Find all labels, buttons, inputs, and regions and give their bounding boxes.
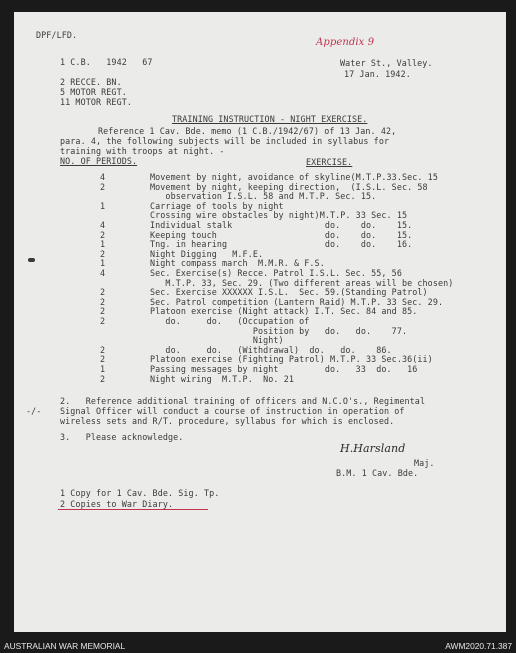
para2-line: wireless sets and R/T. procedure, syllabus for which is enclosed. xyxy=(60,416,395,426)
period-count: 2 xyxy=(100,306,106,317)
para3: 3. Please acknowledge. xyxy=(60,432,184,442)
copy-line: 2 Copies to War Diary. xyxy=(60,499,174,509)
exercise-text: Platoon exercise (Fighting Patrol) M.T.P. 33 Sec.36(ii) xyxy=(150,354,433,365)
exercise-text: Night compass march M.M.R. & F.S. xyxy=(150,258,325,269)
exercise-text: Platoon exercise (Night attack) I.T. Sec. 84 and 85. xyxy=(150,306,418,317)
recipient: 2 RECCE. BN. xyxy=(60,77,122,87)
period-count: 2 xyxy=(100,344,106,355)
file-ref: 1 C.B. 1942 67 xyxy=(60,57,153,67)
intro-line: Reference 1 Cav. Bde. memo (1 C.B./1942/67) of 13 Jan. 42, xyxy=(98,126,397,136)
exercise-text: do. do. (Withdrawal) do. do. 86. xyxy=(150,344,392,355)
red-underline xyxy=(58,509,208,510)
exercise-text: Carriage of tools by night xyxy=(150,200,284,211)
period-count: 2 xyxy=(100,296,106,307)
footer-bar xyxy=(0,636,516,653)
date: 17 Jan. 1942. xyxy=(344,69,411,79)
exercise-text: Passing messages by night do. 33 do. 16 xyxy=(150,364,418,374)
exercise-text: Sec. Patrol competition (Lantern Raid) M.T.P. 33 Sec. 29. xyxy=(150,296,444,307)
exercise-text: Movement by night, keeping direction, (I.S.L. Sec. 58 xyxy=(150,181,428,192)
column-header-periods: NO. OF PERIODS. xyxy=(60,156,138,166)
period-count: 1 xyxy=(100,258,106,269)
signature: H.Harsland xyxy=(340,442,406,455)
column-header-exercise: EXERCISE. xyxy=(306,157,353,167)
ref-top: DPF/LFD. xyxy=(36,30,78,40)
exercise-text: M.T.P. 33, Sec. 29. (Two different areas will be chosen) xyxy=(150,277,454,288)
exercise-text: Sec. Exercise(s) Recce. Patrol I.S.L. Sec. 55, 56 xyxy=(150,268,402,278)
para2-line: 2. Reference additional training of officers and N.C.O's., Regimental xyxy=(60,396,426,406)
address: Water St., Valley. xyxy=(340,58,433,68)
exercise-text: do. do. (Occupation of xyxy=(150,316,310,326)
exercise-text: Position by do. do. 77. xyxy=(150,325,408,336)
recipient: 11 MOTOR REGT. xyxy=(60,97,132,107)
period-count: 2 xyxy=(100,287,106,298)
exercise-text: Crossing wire obstacles by night)M.T.P. 33 Sec. 15 xyxy=(150,210,408,221)
exercise-text: Movement by night, avoidance of skyline(M.T.P.33.Sec. 15 xyxy=(150,172,438,182)
period-count: 2 xyxy=(100,181,106,192)
footer-credit: AUSTRALIAN WAR MEMORIAL xyxy=(4,641,126,651)
period-count: 4 xyxy=(100,220,106,230)
exercise-text: Night wiring M.T.P. No. 21 xyxy=(150,373,294,384)
document-title: TRAINING INSTRUCTION - NIGHT EXERCISE. xyxy=(172,114,368,124)
document-page xyxy=(14,12,506,632)
period-count: 2 xyxy=(100,354,106,365)
ink-blot xyxy=(28,258,35,262)
period-count: 1 xyxy=(100,364,106,374)
period-count: 4 xyxy=(100,172,106,182)
period-count: 2 xyxy=(100,316,106,326)
handwritten-annotation: Appendix 9 xyxy=(316,37,375,48)
period-count: 2 xyxy=(100,373,106,384)
exercise-text: Sec. Exercise XXXXXX I.S.L. Sec. 59.(Standing Patrol) xyxy=(150,287,428,298)
exercise-text: Individual stalk do. do. 15. xyxy=(150,220,413,230)
intro-line: para. 4, the following subjects will be included in syllabus for xyxy=(60,136,390,146)
period-count: 2 xyxy=(100,229,106,240)
para2-line: Signal Officer will conduct a course of instruction in operation of xyxy=(60,406,405,416)
period-count: 4 xyxy=(100,268,106,278)
exercise-text: Night Digging M.F.E. xyxy=(150,248,264,259)
period-count: 2 xyxy=(100,248,106,259)
intro-line: training with troops at night. - xyxy=(60,146,225,156)
period-count: 1 xyxy=(100,239,106,250)
recipient: 5 MOTOR REGT. xyxy=(60,87,127,97)
signature-title: B.M. 1 Cav. Bde. xyxy=(336,468,419,478)
enclosure-mark: -/- xyxy=(26,406,42,416)
signature-rank: Maj. xyxy=(414,458,435,468)
footer-id: AWM2020.71.387 xyxy=(445,641,512,651)
exercise-text: Tng. in hearing do. do. 16. xyxy=(150,239,413,250)
period-count: 1 xyxy=(100,200,106,211)
exercise-text: Keeping touch do. do. 15. xyxy=(150,229,413,240)
exercise-text: Night) xyxy=(150,335,284,346)
exercise-text: observation I.S.L. 58 and M.T.P. Sec. 15. xyxy=(150,191,377,202)
copy-line: 1 Copy for 1 Cav. Bde. Sig. Tp. xyxy=(60,488,220,498)
